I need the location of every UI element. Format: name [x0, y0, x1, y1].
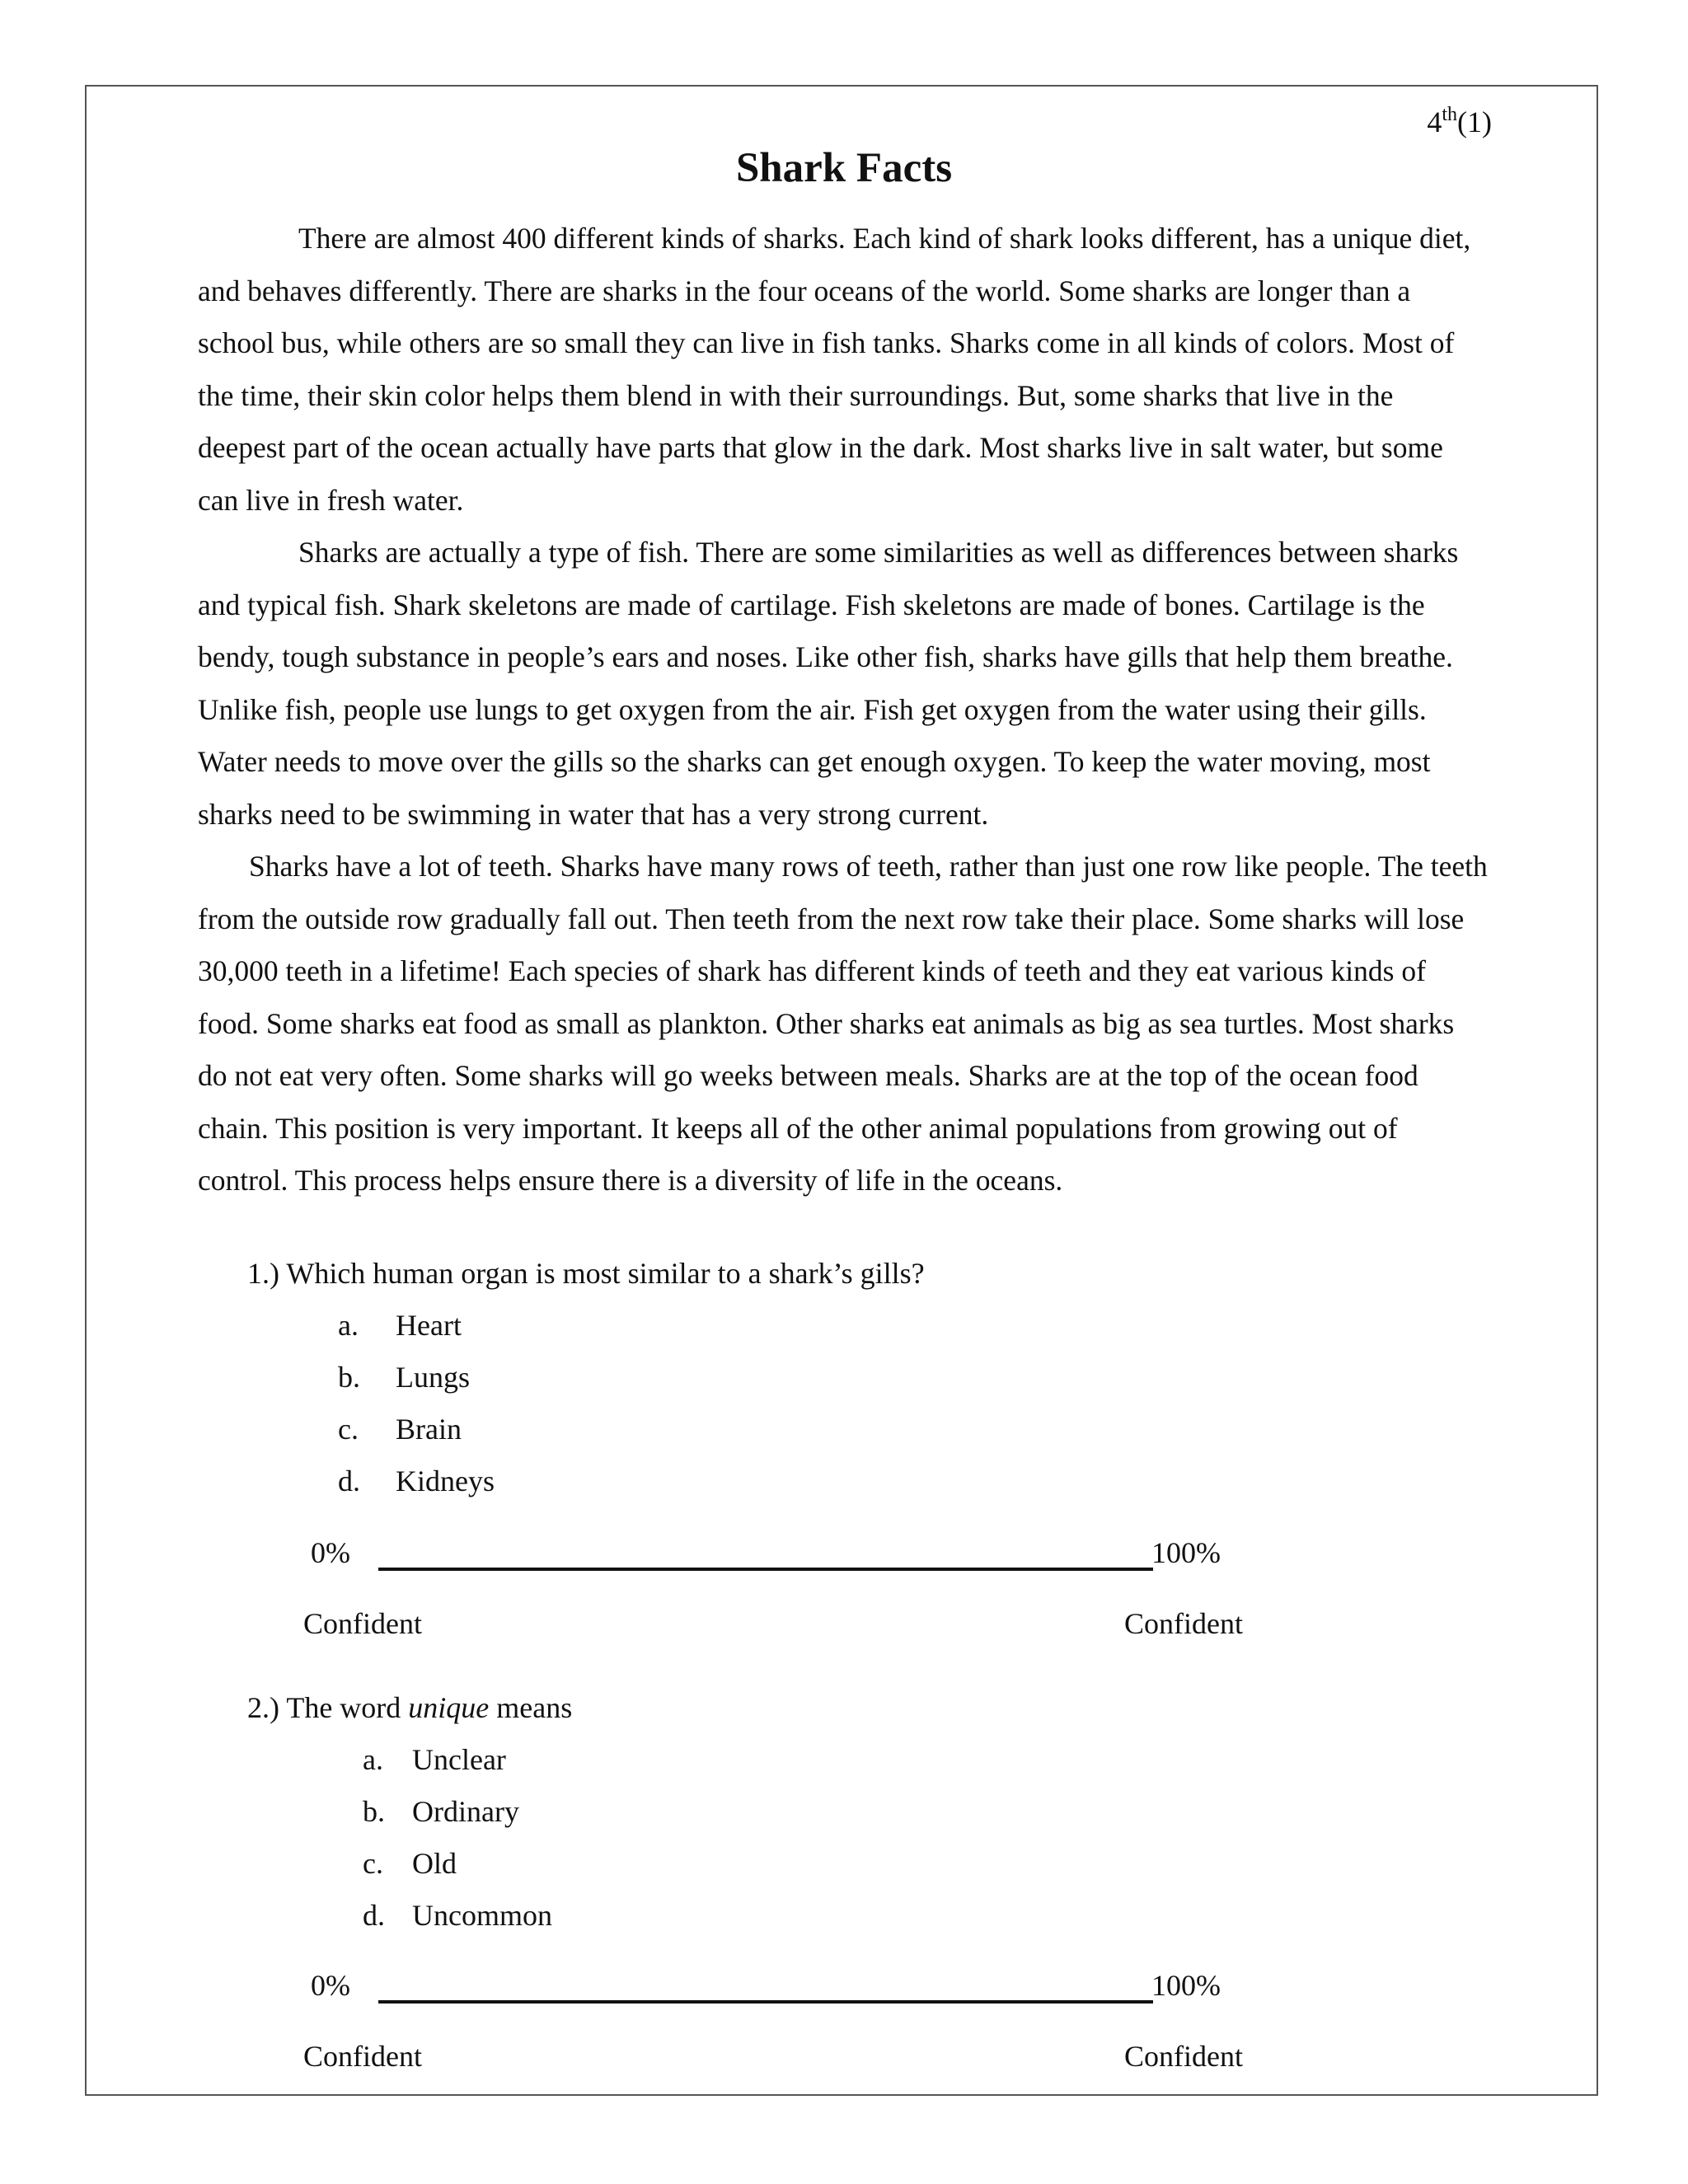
- option-letter: d.: [338, 1465, 360, 1497]
- scale-max-label: 100%: [1151, 1536, 1221, 1569]
- question-1-option-a[interactable]: [338, 1300, 925, 1352]
- scale-min-label: 0%: [311, 1536, 350, 1569]
- question-2-options: [363, 1734, 572, 1942]
- question-1: [247, 1248, 925, 1507]
- question-2-stem-prefix: 2.) The word: [247, 1691, 409, 1724]
- question-1-option-c[interactable]: [338, 1404, 925, 1455]
- page-number-suffix: (1): [1457, 105, 1492, 138]
- option-letter: a.: [338, 1309, 359, 1342]
- question-2-option-b[interactable]: [363, 1786, 572, 1838]
- option-text: Kidneys: [396, 1465, 495, 1497]
- option-letter: b.: [363, 1795, 385, 1828]
- option-text: Unclear: [412, 1743, 506, 1776]
- question-1-stem: 1.) Which human organ is most similar to a shark’s gills?: [247, 1257, 925, 1290]
- option-text: Ordinary: [412, 1795, 519, 1828]
- question-2-option-c[interactable]: [363, 1838, 572, 1890]
- option-letter: b.: [338, 1361, 360, 1394]
- question-2-stem: [247, 1682, 572, 1734]
- confidence-scale-line[interactable]: [378, 1568, 1153, 1571]
- question-1-option-b[interactable]: [338, 1352, 925, 1404]
- question-2-stem-emphasis: unique: [408, 1691, 490, 1724]
- option-letter: d.: [363, 1899, 385, 1932]
- scale-min-caption: Confident: [303, 2040, 422, 2073]
- option-text: Uncommon: [412, 1899, 552, 1932]
- confidence-scale-2: [303, 1966, 1251, 2073]
- passage-paragraph-2: Sharks are actually a type of fish. There are some similarities as well as differences between sharks and typical fish. Shark skeletons are made of cartilage. Fish skeletons are made of bones. Cartilage is the bendy, tough substance in people’s ears and noses. Like other fish, sharks have gills that help them breathe. Unlike fish, people use lungs to get oxygen from the air. Fish get oxygen from the water using their gills. Water needs to move over the gills so the sharks can get enough oxygen. To keep the water moving, most sharks need to be swimming in water that has a very strong current.: [198, 536, 1459, 831]
- question-1-option-d[interactable]: [338, 1455, 925, 1507]
- option-text: Heart: [396, 1309, 462, 1342]
- question-2-option-a[interactable]: [363, 1734, 572, 1786]
- reading-passage: [198, 213, 1488, 1207]
- question-1-options: [338, 1300, 925, 1507]
- page-title: Shark Facts: [735, 145, 953, 191]
- scale-min-label: 0%: [311, 1969, 350, 2002]
- page-number-superscript: th: [1442, 104, 1458, 125]
- option-letter: c.: [363, 1847, 383, 1880]
- page-number: [1427, 102, 1492, 142]
- question-2: [247, 1682, 572, 1942]
- question-2-option-d[interactable]: [363, 1890, 572, 1942]
- option-text: Lungs: [396, 1361, 470, 1394]
- passage-paragraph-3: Sharks have a lot of teeth. Sharks have many rows of teeth, rather than just one row like people. The teeth from the outside row gradually fall out. Then teeth from the next row take their place. Some sharks will lose 30,000 teeth in a lifetime! Each species of shark has different kinds of teeth and they eat various kinds of food. Some sharks eat food as small as plankton. Other sharks eat animals as big as sea turtles. Most sharks do not eat very often. Some sharks will go weeks between meals. Sharks are at the top of the ocean food chain. This position is very important. It keeps all of the other animal populations from growing out of control. This process helps ensure there is a diversity of life in the oceans.: [198, 850, 1488, 1197]
- page-number-base: 4: [1427, 105, 1442, 138]
- option-text: Old: [412, 1847, 457, 1880]
- scale-max-caption: Confident: [1124, 2040, 1243, 2073]
- scale-max-label: 100%: [1151, 1969, 1221, 2002]
- option-letter: a.: [363, 1743, 383, 1776]
- passage-paragraph-1: There are almost 400 different kinds of sharks. Each kind of shark looks different, has a unique diet, and behaves differently. There are sharks in the four oceans of the world. Some sharks are longer than a school bus, while others are so small they can live in fish tanks. Sharks come in all kinds of colors. Most of the time, their skin color helps them blend in with their surroundings. But, some sharks that live in the deepest part of the ocean actually have parts that glow in the dark. Most sharks live in salt water, but some can live in fresh water.: [198, 222, 1471, 517]
- confidence-scale-1: [303, 1533, 1251, 1640]
- option-text: Brain: [396, 1413, 462, 1446]
- confidence-scale-line[interactable]: [378, 2000, 1153, 2004]
- option-letter: c.: [338, 1413, 359, 1446]
- question-2-stem-suffix: means: [489, 1691, 573, 1724]
- scale-min-caption: Confident: [303, 1607, 422, 1640]
- scale-max-caption: Confident: [1124, 1607, 1243, 1640]
